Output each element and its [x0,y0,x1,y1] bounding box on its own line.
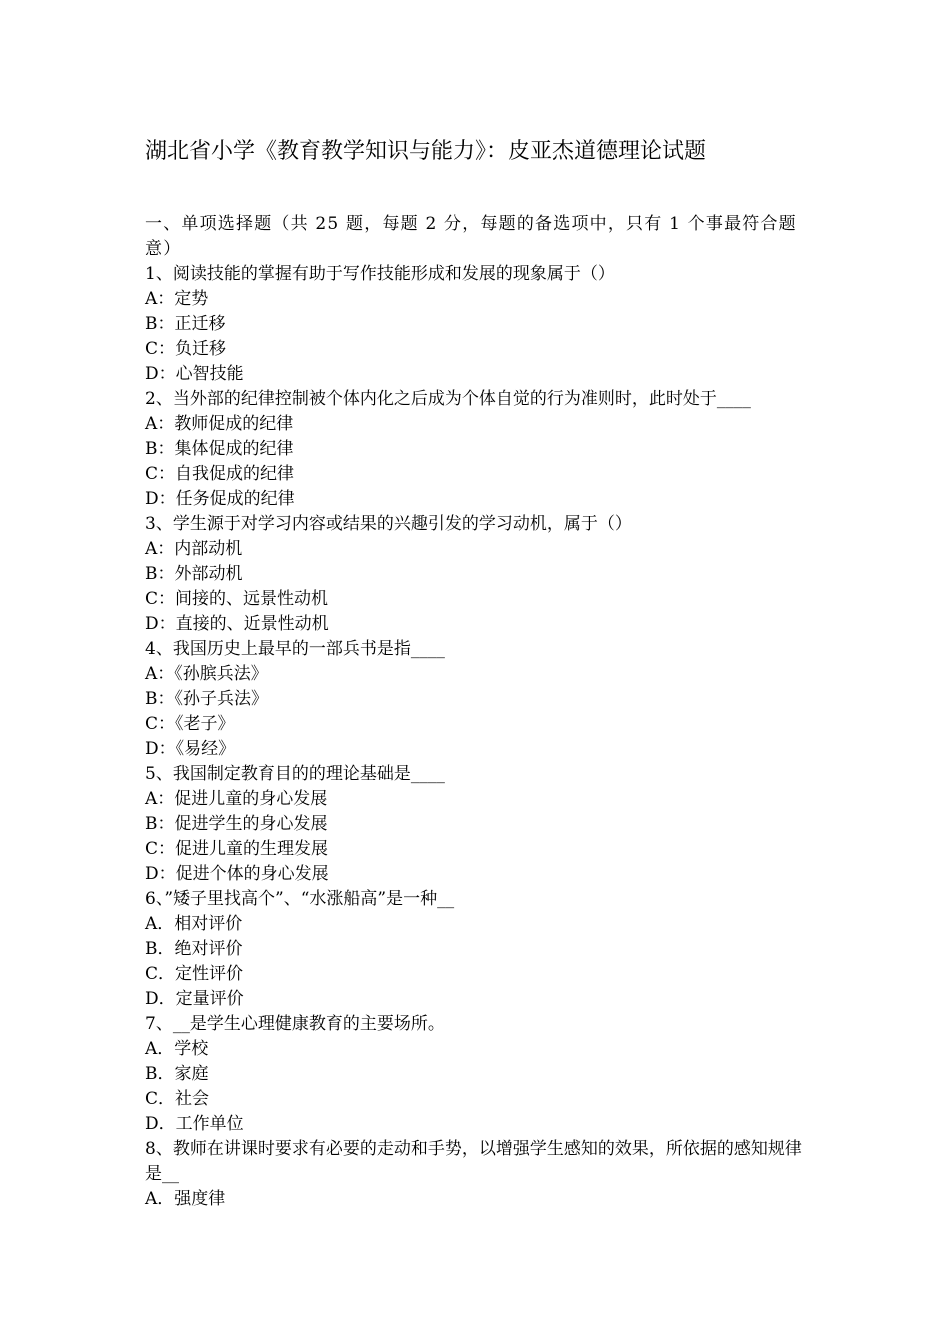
answer-option: B：集体促成的纪律 [145,439,294,459]
answer-option: A．强度律 [145,1189,226,1209]
answer-option: D：心智技能 [145,364,244,384]
section-heading: 一、单项选择题（共 25 题，每题 2 分，每题的备选项中，只有 1 个事最符合题意） [145,214,797,259]
answer-option: D：直接的、近景性动机 [145,614,329,634]
answer-option: C：负迁移 [145,339,227,359]
answer-option: B：外部动机 [145,564,243,584]
page-title: 湖北省小学《教育教学知识与能力》：皮亚杰道德理论试题 [145,139,707,164]
question-stem: 1、阅读技能的掌握有助于写作技能形成和发展的现象属于（） [145,264,615,284]
answer-option: A：教师促成的纪律 [145,414,294,434]
question-stem: 4、我国历史上最早的一部兵书是指____ [145,639,445,659]
answer-option: A：定势 [145,289,209,309]
answer-option: C．社会 [145,1089,210,1109]
answer-option: A：促进儿童的身心发展 [145,789,328,809]
answer-option: C：促进儿童的生理发展 [145,839,329,859]
answer-option: A．学校 [145,1039,209,1059]
answer-option: C：间接的、远景性动机 [145,589,329,609]
answer-option: B：正迁移 [145,314,226,334]
answer-option: D：促进个体的身心发展 [145,864,329,884]
answer-option: B：促进学生的身心发展 [145,814,328,834]
answer-option: B：《孙子兵法》 [145,689,268,709]
answer-option: C：自我促成的纪律 [145,464,295,484]
question-stem: 7、__是学生心理健康教育的主要场所。 [145,1014,445,1034]
question-list [145,212,810,1212]
question-stem: 6、”矮子里找高个”、“水涨船高”是一种__ [145,889,455,909]
answer-option: A：《孙膑兵法》 [145,664,268,684]
answer-option: D：《易经》 [145,739,236,759]
question-stem: 5、我国制定教育目的的理论基础是____ [145,764,445,784]
answer-option: D．定量评价 [145,989,244,1009]
answer-option: B．家庭 [145,1064,209,1084]
question-stem: 8、教师在讲课时要求有必要的走动和手势，以增强学生感知的效果，所依据的感知规律是__ [145,1139,802,1184]
answer-option: C：《老子》 [145,714,235,734]
answer-option: A．相对评价 [145,914,243,934]
answer-option: D．工作单位 [145,1114,244,1134]
answer-option: B．绝对评价 [145,939,243,959]
question-stem: 3、学生源于对学习内容或结果的兴趣引发的学习动机，属于（） [145,514,632,534]
question-stem: 2、当外部的纪律控制被个体内化之后成为个体自觉的行为准则时，此时处于____ [145,389,751,409]
answer-option: C．定性评价 [145,964,244,984]
answer-option: A：内部动机 [145,539,243,559]
answer-option: D：任务促成的纪律 [145,489,295,509]
